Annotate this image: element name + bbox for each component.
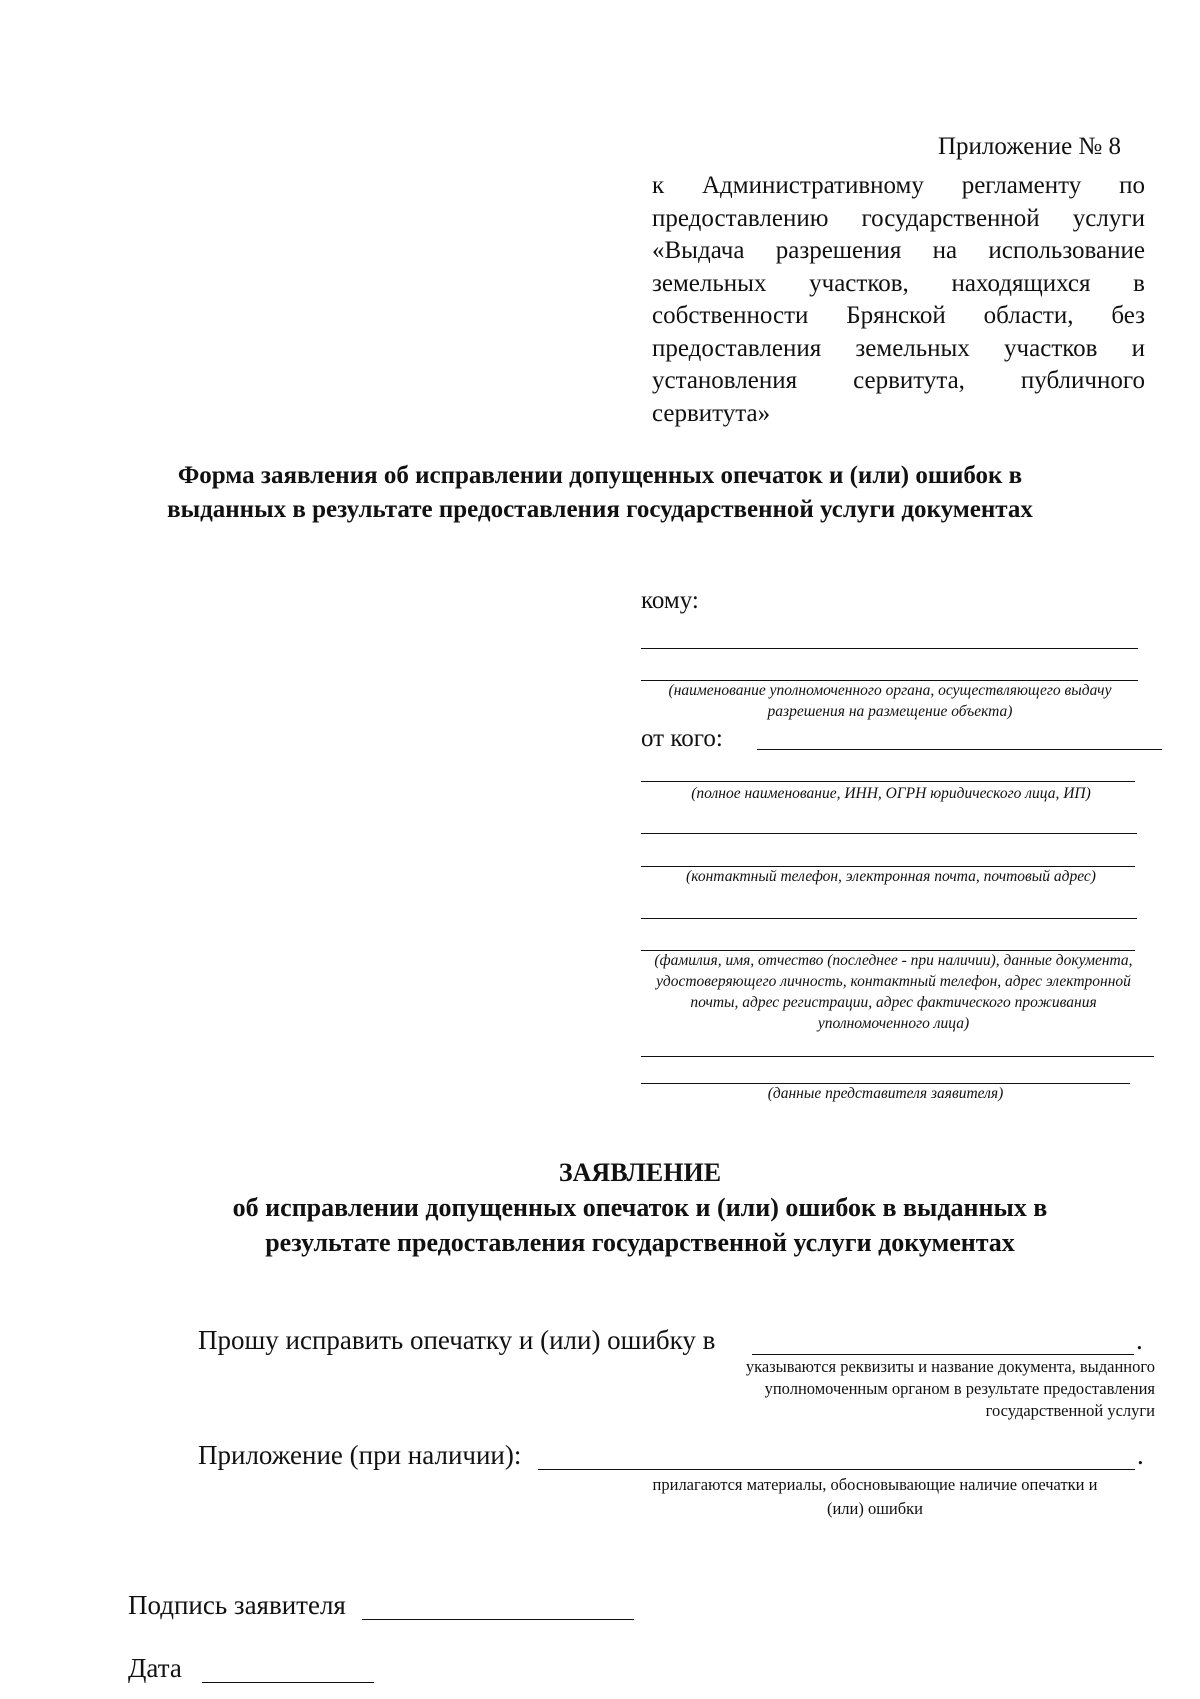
request-hint: указываются реквизиты и название документа, выданного уполномоченным органом в результате предоставления государственной услуги [745,1357,1155,1420]
from-line-1[interactable] [757,749,1162,750]
to-hint: (наименование уполномоченного органа, осуществляющего выдачу разрешения на размещение объекта) [668,682,1112,720]
request-line[interactable] [752,1354,1134,1355]
statement-subtitle: об исправлении допущенных опечаток и (или) ошибок в выданных в результате предоставления государственной услуги документах [232,1193,1048,1257]
from-line-2[interactable] [641,781,1135,782]
form-title: Форма заявления об исправлении допущенных опечаток и (или) ошибок в выданных в результате предоставления государственной услуги документах [167,462,1033,523]
to-label: кому: [641,587,699,614]
to-line-1[interactable] [641,648,1138,649]
appendix-reference: к Административному регламенту по предоставлению государственной услуги «Выдача разрешения на использование земельных участков, находящихся в собственности Брянской области, без предоставления земельных участков и установления сервитута, публичного сервитута» [652,172,1145,427]
from-hint-contacts: (контактный телефон, электронная почта, почтовый адрес) [686,868,1096,885]
statement-heading [100,1155,1180,1260]
from-hint-company: (полное наименование, ИНН, ОГРН юридического лица, ИП) [691,785,1091,802]
from-line-7[interactable] [641,1056,1154,1057]
signature-label: Подпись заявителя [128,1590,346,1620]
statement-title: ЗАЯВЛЕНИЕ [558,1158,722,1187]
signature-line[interactable] [362,1619,634,1620]
appendix-title: Приложение № 8 [938,133,1122,160]
attachment-period: . [1137,1440,1144,1470]
from-label: от кого: [641,725,723,752]
from-line-5[interactable] [641,918,1137,919]
attachment-label: Приложение (при наличии): [198,1440,522,1470]
request-label: Прошу исправить опечатку и (или) ошибку в [198,1325,716,1355]
from-line-3[interactable] [641,833,1137,834]
attachment-line[interactable] [538,1469,1135,1470]
from-hint-person: (фамилия, имя, отчество (последнее - при наличии), данные документа, удостоверяющего личность, контактный телефон, адрес электронной почты, адрес регистрации, адрес фактического проживания уполномоченного лица) [654,952,1133,1032]
from-hint-representative: (данные представителя заявителя) [767,1085,1004,1102]
attachment-hint: прилагаются материалы, обосновывающие наличие опечатки и (или) ошибки [652,1475,1098,1518]
date-label: Дата [128,1653,182,1683]
request-period: . [1136,1325,1143,1355]
date-line[interactable] [202,1682,374,1683]
